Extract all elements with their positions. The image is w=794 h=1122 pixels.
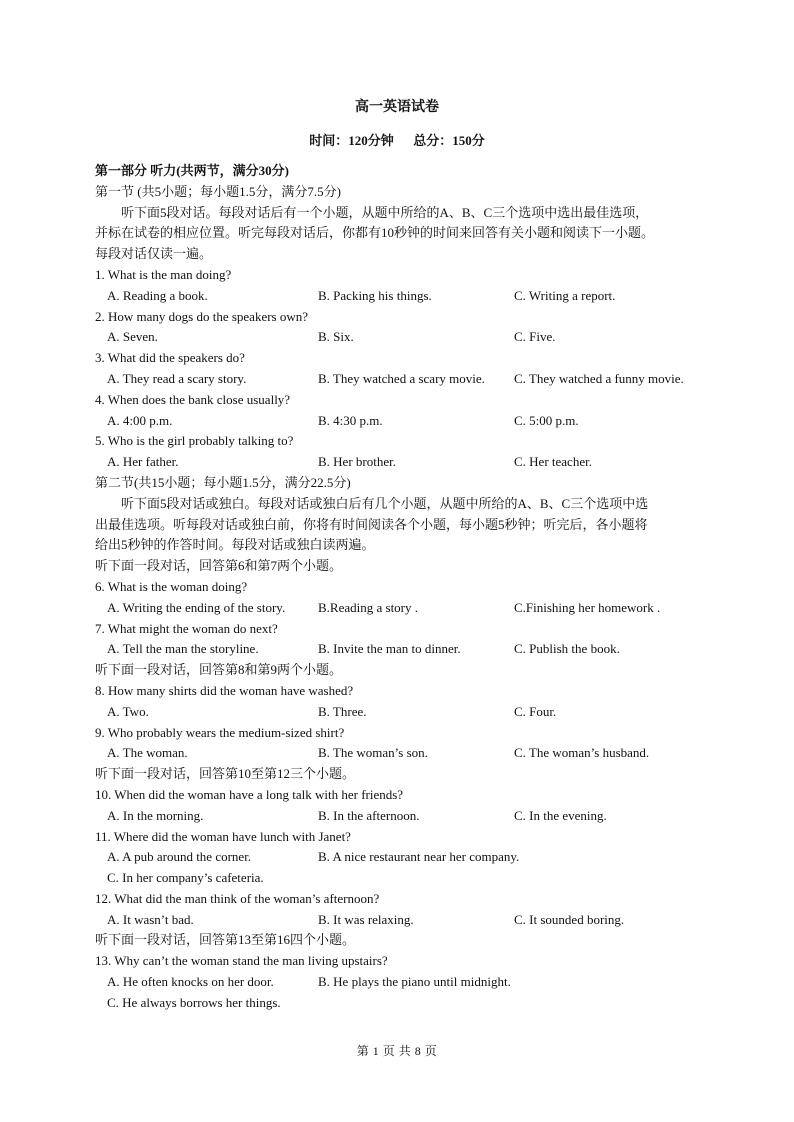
question-stem: 6. What is the woman doing? <box>95 578 248 594</box>
question-options <box>95 702 705 723</box>
question-options <box>95 806 705 827</box>
question-options <box>95 868 705 889</box>
question-options <box>95 369 705 390</box>
option-c: C. The woman’s husband. <box>514 745 650 761</box>
part1-heading: 第一部分 听力(共两节，满分30分) <box>95 163 289 178</box>
option-c: C. Publish the book. <box>514 641 620 657</box>
option-c: C. Her teacher. <box>514 454 592 470</box>
option-a: A. Tell the man the storyline. <box>107 641 259 657</box>
question-stem: 11. Where did the woman have lunch with Janet? <box>95 828 351 844</box>
option-c: C. In her company’s cafeteria. <box>107 870 264 886</box>
option-b: B. Six. <box>318 329 354 345</box>
question-stem: 7. What might the woman do next? <box>95 620 278 636</box>
section1-instructions-line: 每段对话仅读一遍。 <box>95 246 213 262</box>
section2-heading: 第二节(共15小题；每小题1.5分，满分22.5分) <box>95 474 351 490</box>
option-c: C. Four. <box>514 703 557 719</box>
question-stem: 2. How many dogs do the speakers own? <box>95 308 309 324</box>
option-a: A. Two. <box>107 703 149 719</box>
exam-title: 高一英语试卷 <box>355 100 439 115</box>
option-a: A. Writing the ending of the story. <box>107 599 286 615</box>
option-a: A. In the morning. <box>107 807 204 823</box>
section1-instructions-line: 听下面5段对话。每段对话后有一个小题，从题中所给的A、B、C三个选项中选出最佳选项， <box>121 204 649 220</box>
option-c: C.Finishing her homework . <box>514 599 661 615</box>
section1-instructions-line: 并标在试卷的相应位置。听完每段对话后，你都有10秒钟的时间来回答有关小题和阅读下一小题。 <box>95 225 655 241</box>
option-a: A. He often knocks on her door. <box>107 974 274 990</box>
question-options <box>95 847 705 868</box>
question-stem: 1. What is the man doing? <box>95 266 232 282</box>
option-a: A. Her father. <box>107 454 179 470</box>
page-number: 第 1 页 共 8 页 <box>356 1044 438 1058</box>
section2-instructions-line: 给出5秒钟的作答时间。每段对话或独白读两遍。 <box>95 537 375 553</box>
question-options <box>95 910 705 931</box>
question-stem: 4. When does the bank close usually? <box>95 391 291 407</box>
option-b: B. It was relaxing. <box>318 911 414 927</box>
option-a: A. It wasn’t bad. <box>107 911 194 927</box>
listening-note: 听下面一段对话，回答第6和第7两个小题。 <box>95 558 343 574</box>
question-stem: 5. Who is the girl probably talking to? <box>95 433 294 449</box>
question-stem: 10. When did the woman have a long talk with her friends? <box>95 786 404 802</box>
question-options <box>95 993 705 1014</box>
listening-note: 听下面一段对话，回答第8和第9两个小题。 <box>95 662 343 678</box>
listening-note: 听下面一段对话，回答第10至第12三个小题。 <box>95 766 356 782</box>
question-stem: 9. Who probably wears the medium-sized shirt? <box>95 724 345 740</box>
option-c: C. He always borrows her things. <box>107 994 281 1010</box>
option-b: B. The woman’s son. <box>318 745 428 761</box>
option-a: A. Reading a book. <box>107 287 208 303</box>
option-a: A. A pub around the corner. <box>107 849 252 865</box>
question-options <box>95 639 705 660</box>
section2-instructions-line: 出最佳选项。听每段对话或独白前，你将有时间阅读各个小题，每小题5秒钟；听完后，各小题将 <box>95 516 648 532</box>
option-b: B. Packing his things. <box>318 287 432 303</box>
option-c: C. 5:00 p.m. <box>514 412 579 428</box>
question-options <box>95 972 705 993</box>
exam-content <box>95 161 705 1014</box>
section1-heading: 第一节 (共5小题；每小题1.5分，满分7.5分) <box>95 183 341 199</box>
option-b: B. In the afternoon. <box>318 807 420 823</box>
question-stem: 12. What did the man think of the woman’s afternoon? <box>95 890 380 906</box>
option-c: C. They watched a funny movie. <box>514 370 684 386</box>
question-stem: 3. What did the speakers do? <box>95 350 245 366</box>
option-b: B. They watched a scary movie. <box>318 370 485 386</box>
question-options <box>95 411 705 432</box>
option-b: B. Her brother. <box>318 454 396 470</box>
option-b: B. Three. <box>318 703 367 719</box>
question-options <box>95 452 705 473</box>
option-c: C. Writing a report. <box>514 287 616 303</box>
question-options <box>95 327 705 348</box>
option-b: B. Invite the man to dinner. <box>318 641 461 657</box>
option-b: B. A nice restaurant near her company. <box>318 849 520 865</box>
question-options <box>95 286 705 307</box>
option-b: B. 4:30 p.m. <box>318 412 383 428</box>
listening-note: 听下面一段对话，回答第13至第16四个小题。 <box>95 932 356 948</box>
option-b: B. He plays the piano until midnight. <box>318 974 511 990</box>
option-a: A. 4:00 p.m. <box>107 412 173 428</box>
question-stem: 13. Why can’t the woman stand the man living upstairs? <box>95 953 388 969</box>
question-stem: 8. How many shirts did the woman have washed? <box>95 682 354 698</box>
question-options <box>95 743 705 764</box>
option-c: C. In the evening. <box>514 807 607 823</box>
option-b: B.Reading a story . <box>318 599 419 615</box>
option-a: A. They read a scary story. <box>107 370 247 386</box>
option-c: C. It sounded boring. <box>514 911 625 927</box>
question-options <box>95 598 705 619</box>
option-c: C. Five. <box>514 329 556 345</box>
option-a: A. The woman. <box>107 745 188 761</box>
option-a: A. Seven. <box>107 329 158 345</box>
exam-time-score: 时间：120分钟 总分：150分 <box>309 133 485 148</box>
section2-instructions-line: 听下面5段对话或独白。每段对话或独白后有几个小题，从题中所给的A、B、C三个选项中选 <box>121 495 649 511</box>
